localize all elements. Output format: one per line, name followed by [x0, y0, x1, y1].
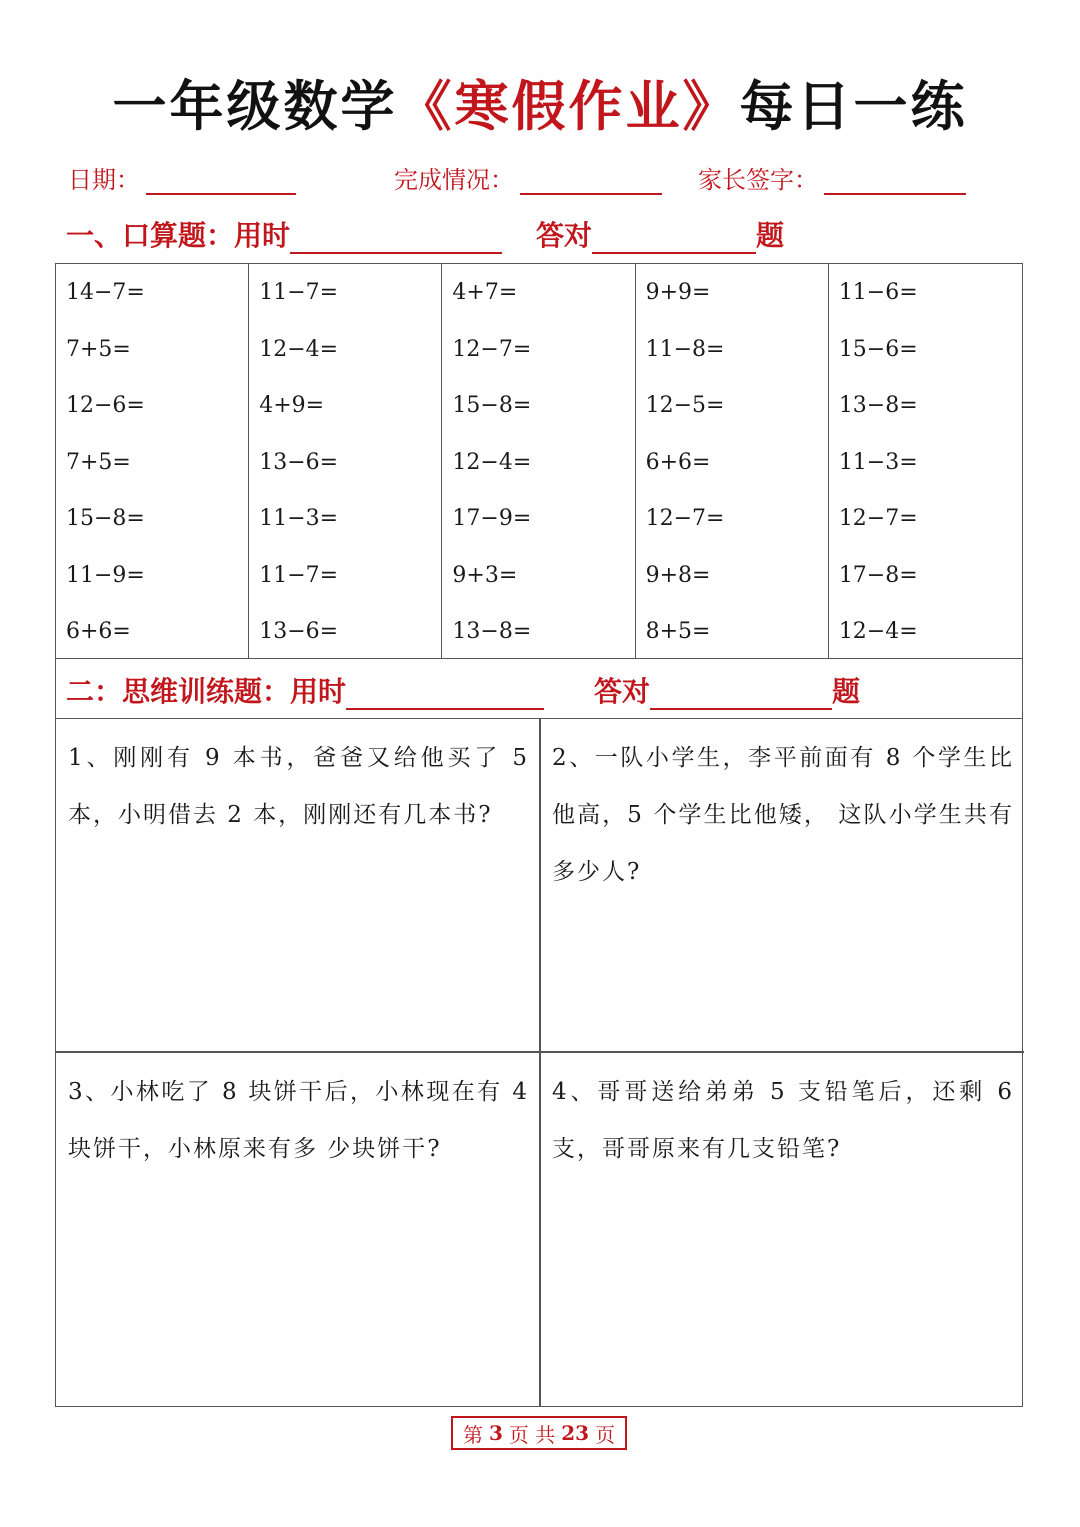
- section1-correct-label: 答对: [536, 219, 593, 252]
- equation: 8+5=: [645, 619, 711, 644]
- oral-column: [636, 264, 829, 658]
- equation: 12−6=: [66, 393, 145, 418]
- section1-time-blank[interactable]: [290, 220, 502, 254]
- title-part1: 一年级数学: [112, 75, 398, 138]
- equation: 6+6=: [66, 619, 131, 644]
- problem-1: 1、刚刚有 9 本书，爸爸又给他买了 5 本，小明借去 2 本，刚刚还有几本书?: [68, 745, 529, 828]
- page-title: [0, 72, 1080, 142]
- section2-time-blank[interactable]: [346, 676, 544, 710]
- completion-field[interactable]: [394, 160, 662, 195]
- problem-4: 4、哥哥送给弟弟 5 支铅笔后，还剩 6 支，哥哥原来有几支铅笔?: [552, 1079, 1014, 1162]
- equation: 7+5=: [66, 336, 131, 362]
- section2-correct-label: 答对: [594, 675, 651, 708]
- equation: 15−8=: [452, 393, 532, 418]
- equation: 15−8=: [66, 506, 145, 531]
- equation: 11−7=: [259, 280, 339, 305]
- equation: 11−9=: [66, 562, 145, 588]
- footer-mid: 页 共: [508, 1422, 556, 1447]
- equation: 13−6=: [259, 449, 339, 475]
- equation: 13−8=: [452, 619, 532, 644]
- equation: 7+5=: [66, 449, 131, 475]
- equation: 12−5=: [645, 393, 725, 418]
- title-part3: 每日一练: [739, 75, 968, 138]
- equation: 15−6=: [838, 336, 918, 362]
- section2-heading: [66, 670, 860, 710]
- meta-row: [68, 160, 1008, 200]
- date-blank[interactable]: [146, 163, 296, 195]
- completion-label: 完成情况：: [394, 166, 514, 194]
- equation: 11−8=: [645, 336, 725, 362]
- word-problems-grid: [55, 718, 1023, 1407]
- page-number: [451, 1416, 627, 1450]
- equation: 12−4=: [452, 449, 532, 475]
- completion-blank[interactable]: [520, 163, 662, 195]
- equation: 12−7=: [838, 506, 918, 531]
- total-pages: 23: [561, 1421, 590, 1445]
- current-page: 3: [488, 1421, 503, 1445]
- section2-correct-blank[interactable]: [650, 676, 832, 710]
- equation: 6+6=: [645, 449, 711, 475]
- section2-suffix: 题: [832, 675, 861, 708]
- equation: 4+7=: [452, 280, 518, 305]
- oral-column: [442, 264, 635, 658]
- equation: 17−9=: [452, 506, 532, 531]
- section1-correct-blank[interactable]: [592, 220, 756, 254]
- footer-suffix: 页: [595, 1422, 616, 1447]
- problem-3: 3、小林吃了 8 块饼干后，小林现在有 4 块饼干，小林原来有多 少块饼干?: [68, 1079, 529, 1162]
- equation: 11−6=: [838, 280, 918, 305]
- title-part2: 《寒假作业》: [397, 75, 740, 138]
- equation: 9+8=: [645, 562, 711, 588]
- section1-heading: [66, 214, 784, 254]
- equation: 11−3=: [838, 449, 918, 475]
- oral-column: [56, 264, 249, 658]
- oral-column: [249, 264, 442, 658]
- equation: 11−3=: [259, 506, 339, 531]
- equation: 13−6=: [259, 619, 339, 644]
- signature-blank[interactable]: [824, 163, 966, 195]
- equation: 13−8=: [838, 393, 918, 418]
- equation: 12−4=: [838, 619, 918, 644]
- signature-label: 家长签字：: [698, 166, 818, 194]
- equation: 12−7=: [645, 506, 725, 531]
- date-field[interactable]: [68, 160, 296, 195]
- section1-title: 一、口算题：用时: [66, 219, 291, 252]
- equation: 9+9=: [645, 280, 711, 305]
- equation: 12−4=: [259, 336, 339, 362]
- problem-2: 2、一队小学生，李平前面有 8 个学生比他高，5 个学生比他矮， 这队小学生共有多少人?: [552, 745, 1014, 885]
- signature-field[interactable]: [698, 160, 966, 195]
- footer-prefix: 第: [462, 1422, 483, 1447]
- equation: 9+3=: [452, 562, 518, 588]
- oral-calc-grid: [55, 263, 1023, 659]
- section2-title: 二：思维训练题：用时: [66, 675, 347, 708]
- equation: 12−7=: [452, 336, 532, 362]
- section1-suffix: 题: [756, 219, 785, 252]
- date-label: 日期：: [68, 166, 140, 194]
- equation: 14−7=: [66, 280, 145, 305]
- equation: 17−8=: [838, 562, 918, 588]
- equation: 4+9=: [259, 393, 325, 418]
- oral-column: [829, 264, 1022, 658]
- equation: 11−7=: [259, 562, 339, 588]
